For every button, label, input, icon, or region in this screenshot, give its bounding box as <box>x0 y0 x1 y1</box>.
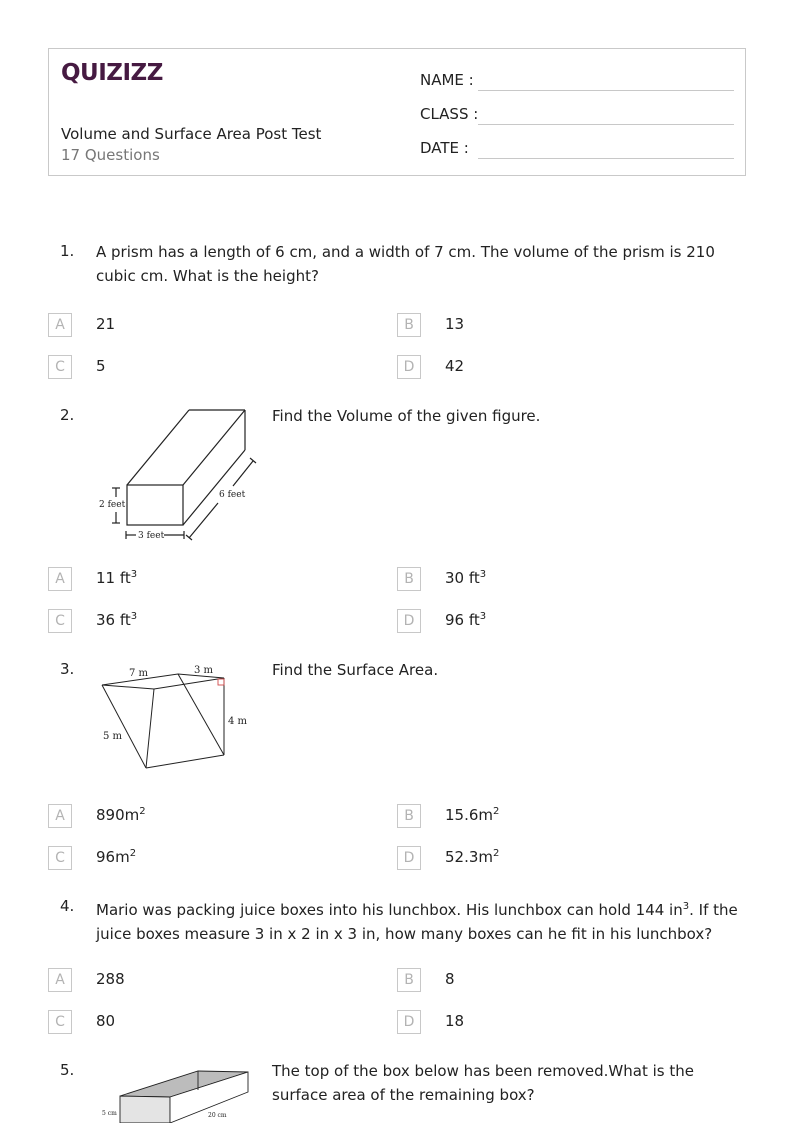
option-a-box[interactable]: A <box>48 804 72 828</box>
option-c-box[interactable]: C <box>48 846 72 870</box>
class-field[interactable] <box>420 103 740 125</box>
date-field[interactable] <box>420 137 740 159</box>
class-label: CLASS : <box>420 105 479 123</box>
option-c-value[interactable]: 5 <box>96 357 106 375</box>
height-label: 5 cm <box>102 1110 117 1117</box>
option-c-value[interactable]: $96m^2$ <box>96 848 137 866</box>
question-number: 3. <box>60 660 75 678</box>
option-b-value[interactable]: $15.6m^2$ <box>445 806 500 824</box>
option-d-box[interactable]: D <box>397 1010 421 1034</box>
top-left-label: 7 m <box>129 668 149 679</box>
option-a-box[interactable]: A <box>48 313 72 337</box>
question-number: 5. <box>60 1061 75 1079</box>
date-line[interactable] <box>478 158 734 159</box>
name-label: NAME : <box>420 71 474 89</box>
rectangular-prism-figure <box>96 404 266 546</box>
question-number: 2. <box>60 406 75 424</box>
name-field[interactable] <box>420 69 740 91</box>
class-line[interactable] <box>478 124 734 125</box>
option-b-box[interactable]: B <box>397 313 421 337</box>
date-label: DATE : <box>420 139 469 157</box>
option-c-box[interactable]: C <box>48 355 72 379</box>
length-label: 6 feet <box>219 490 246 500</box>
name-line[interactable] <box>478 90 734 91</box>
top-right-label: 3 m <box>194 665 214 676</box>
question-count: 17 Questions <box>61 146 160 164</box>
open-box-figure <box>96 1066 256 1123</box>
option-b-value[interactable]: 8 <box>445 970 455 988</box>
option-a-box[interactable]: A <box>48 567 72 591</box>
option-a-value[interactable]: $890m^2$ <box>96 806 146 824</box>
worksheet-header <box>48 48 746 176</box>
option-b-box[interactable]: B <box>397 567 421 591</box>
question-text: A prism has a length of 6 cm, and a width of 7 cm. The volume of the prism is 210 cubic cm. What is the height? <box>96 243 715 285</box>
question-number: 1. <box>60 242 75 260</box>
option-d-value[interactable]: $52.3m^2$ <box>445 848 500 866</box>
option-d-box[interactable]: D <box>397 609 421 633</box>
option-d-value[interactable]: 18 <box>445 1012 465 1030</box>
option-c-value[interactable]: 36 $ft^3$ <box>96 611 138 629</box>
option-c-value[interactable]: 80 <box>96 1012 116 1030</box>
length-label: 20 cm <box>208 1112 227 1119</box>
option-d-value[interactable]: 96 $ft^3$ <box>445 611 487 629</box>
option-c-box[interactable]: C <box>48 1010 72 1034</box>
option-b-box[interactable]: B <box>397 968 421 992</box>
question-text: Find the Surface Area. <box>272 661 439 679</box>
option-b-value[interactable]: 13 <box>445 315 465 333</box>
option-a-box[interactable]: A <box>48 968 72 992</box>
option-d-box[interactable]: D <box>397 846 421 870</box>
option-d-value[interactable]: 42 <box>445 357 465 375</box>
question-text: The top of the box below has been removed.What is the surface area of the remaining box? <box>272 1062 694 1104</box>
question-text: Mario was packing juice boxes into his lunchbox. His lunchbox can hold 144 $in^3$. If the juice boxes measure 3 in x 2 in x 3 in, how many boxes can he fit in his lunchbox? <box>96 901 738 943</box>
question-number: 4. <box>60 897 75 915</box>
option-a-value[interactable]: 11 $ft^3$ <box>96 569 138 587</box>
option-d-box[interactable]: D <box>397 355 421 379</box>
left-label: 5 m <box>103 731 123 742</box>
quizizz-logo: QUIZIZZ <box>61 60 163 86</box>
question-text: Find the Volume of the given figure. <box>272 407 541 425</box>
option-b-box[interactable]: B <box>397 804 421 828</box>
worksheet-title: Volume and Surface Area Post Test <box>61 125 322 143</box>
right-label: 4 m <box>228 716 248 727</box>
option-a-value[interactable]: 21 <box>96 315 116 333</box>
option-a-value[interactable]: 288 <box>96 970 125 988</box>
height-label: 2 feet <box>99 500 126 510</box>
width-label: 3 feet <box>138 531 165 541</box>
trapezoid-prism-figure <box>96 660 256 774</box>
option-c-box[interactable]: C <box>48 609 72 633</box>
option-b-value[interactable]: 30 $ft^3$ <box>445 569 487 587</box>
